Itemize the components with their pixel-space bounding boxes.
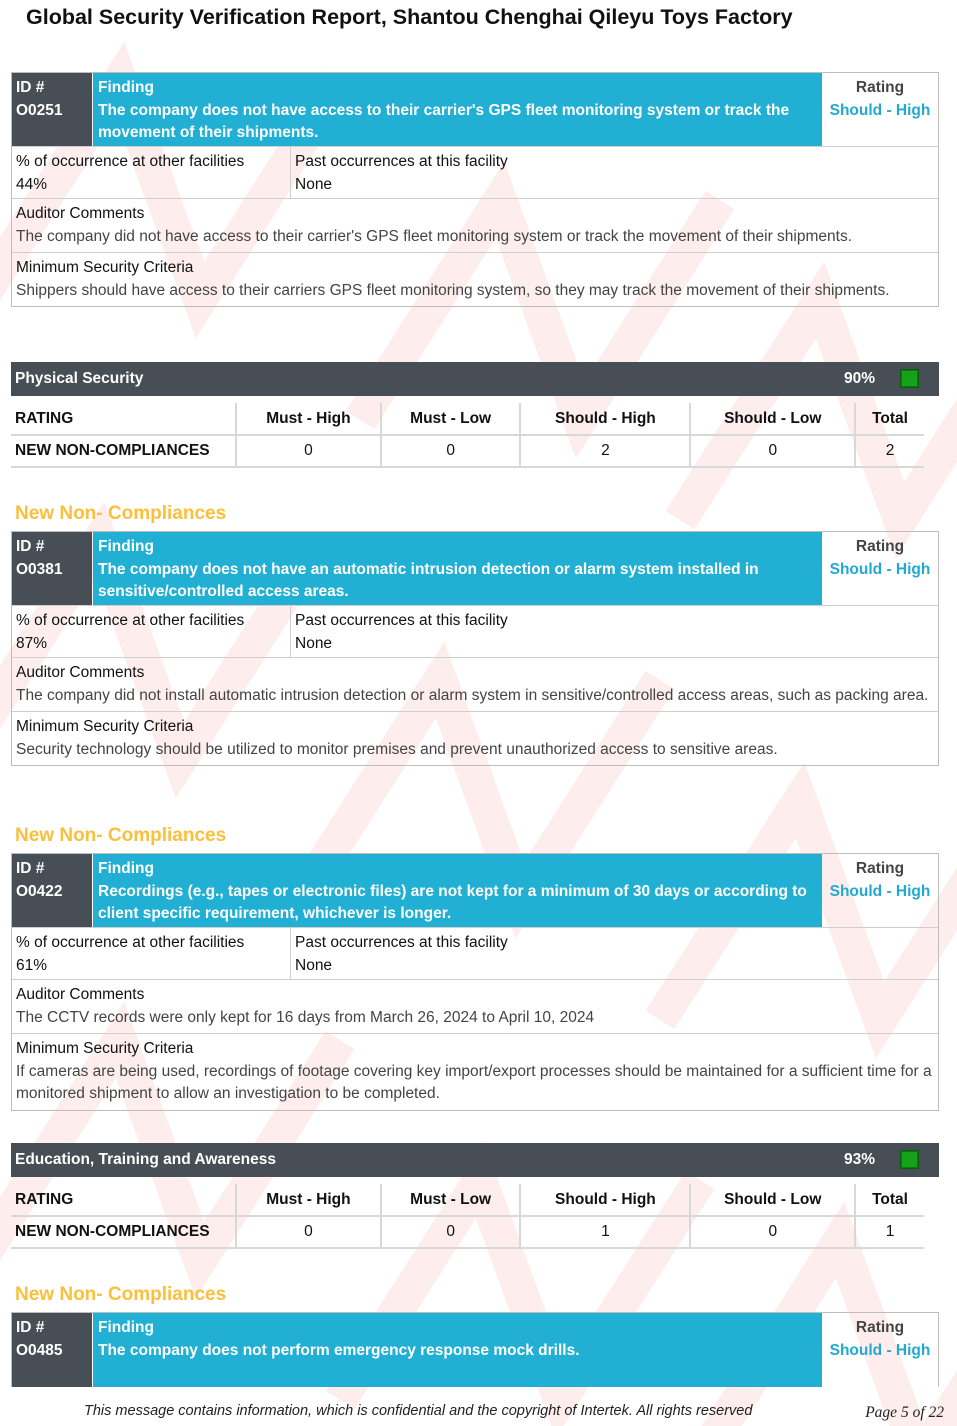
finding-rating: Should - High (829, 1341, 931, 1359)
occurrence-other: % of occurrence at other facilities 44% (12, 147, 291, 198)
finding-id-cell: ID # O0422 (12, 854, 92, 927)
rating-table (11, 403, 924, 468)
finding-card (11, 531, 939, 766)
finding-text-cell: Finding The company does not have an automatic intrusion detection or alarm system installed in sensitive/controlled access areas. (93, 532, 822, 605)
finding-text: Recordings (e.g., tapes or electronic files) are not kept for a minimum of 30 days or according to client specific requirement, whichever is longer. (98, 882, 807, 922)
minimum-security-criteria: Minimum Security Criteria If cameras are being used, recordings of footage covering key import/export processes should be maintained for a sufficient time for a monitored shipment to allow an investigation to be completed. (16, 1040, 932, 1102)
section-name: Education, Training and Awareness (15, 1151, 276, 1168)
finding-id: O0485 (16, 1341, 63, 1359)
new-non-compliances-heading: New Non- Compliances (15, 503, 227, 524)
finding-rating: Should - High (829, 882, 931, 900)
finding-id-cell: ID # O0251 (12, 73, 92, 146)
rating-values-row: NEW NON-COMPLIANCES 0 0 1 0 1 (11, 1216, 924, 1248)
finding-text-cell: Finding Recordings (e.g., tapes or electronic files) are not kept for a minimum of 30 days or according to client specific requirement, whichever is longer. (93, 854, 822, 927)
finding-id: O0251 (16, 101, 63, 119)
rating-header-row: RATING Must - High Must - Low Should - High Should - Low Total (11, 1184, 924, 1216)
confidentiality-notice: This message contains information, which is confidential and the copyright of Intertek. All rights reserved (84, 1403, 753, 1419)
finding-card (11, 853, 939, 1111)
new-non-compliances-heading: New Non- Compliances (15, 825, 227, 846)
auditor-comments: Auditor Comments The CCTV records were only kept for 16 days from March 26, 2024 to April 10, 2024 (12, 980, 938, 1034)
occurrence-past: Past occurrences at this facility None (295, 612, 508, 652)
section-header-physical-security (11, 362, 939, 396)
auditor-comments: Auditor Comments The company did not have access to their carrier's GPS fleet monitoring system or track the movement of their shipments. (12, 199, 938, 253)
finding-rating: Should - High (829, 560, 931, 578)
finding-rating-cell: Rating Should - High (822, 73, 938, 146)
occurrence-other: % of occurrence at other facilities 87% (12, 606, 291, 657)
finding-text: The company does not have access to their carrier's GPS fleet monitoring system or track the movement of their shipments. (98, 101, 790, 141)
section-percent: 90% (843, 370, 875, 387)
finding-id-cell: ID # O0485 (12, 1313, 92, 1387)
status-square-icon (900, 1150, 919, 1169)
section-percent: 93% (843, 1151, 875, 1168)
finding-id: O0422 (16, 882, 63, 900)
finding-rating-cell: Rating Should - High (822, 1313, 938, 1387)
finding-rating-cell: Rating Should - High (822, 532, 938, 605)
finding-text: The company does not have an automatic intrusion detection or alarm system installed in sensitive/controlled access areas. (98, 560, 759, 600)
auditor-comments: Auditor Comments The company did not install automatic intrusion detection or alarm system in sensitive/controlled access areas, such as packing area. (12, 658, 938, 712)
occurrence-past: Past occurrences at this facility None (295, 153, 508, 193)
finding-id: O0381 (16, 560, 63, 578)
new-non-compliances-heading: New Non- Compliances (15, 1284, 227, 1305)
page-title: Global Security Verification Report, Shantou Chenghai Qileyu Toys Factory (26, 5, 793, 29)
section-name: Physical Security (15, 370, 144, 387)
finding-text-cell: Finding The company does not have access to their carrier's GPS fleet monitoring system or track the movement of their shipments. (93, 73, 822, 146)
finding-card (11, 72, 939, 307)
rating-table (11, 1184, 924, 1249)
finding-rating: Should - High (829, 101, 931, 119)
rating-values-row: NEW NON-COMPLIANCES 0 0 2 0 2 (11, 435, 924, 467)
finding-text: The company does not perform emergency response mock drills. (98, 1341, 580, 1359)
finding-text-cell: Finding The company does not perform emergency response mock drills. (93, 1313, 822, 1387)
finding-id-cell: ID # O0381 (12, 532, 92, 605)
occurrence-past: Past occurrences at this facility None (295, 934, 508, 974)
finding-card (11, 1312, 939, 1387)
minimum-security-criteria: Minimum Security Criteria Shippers should have access to their carriers GPS fleet monitoring system, so they may track the movement of their shipments. (16, 259, 890, 299)
status-square-icon (900, 369, 919, 388)
finding-rating-cell: Rating Should - High (822, 854, 938, 927)
section-header-education (11, 1143, 939, 1177)
rating-header-row: RATING Must - High Must - Low Should - High Should - Low Total (11, 403, 924, 435)
page-number: Page 5 of 22 (865, 1404, 944, 1421)
minimum-security-criteria: Minimum Security Criteria Security technology should be utilized to monitor premises and prevent unauthorized access to sensitive areas. (16, 718, 778, 758)
occurrence-other: % of occurrence at other facilities 61% (12, 928, 291, 979)
